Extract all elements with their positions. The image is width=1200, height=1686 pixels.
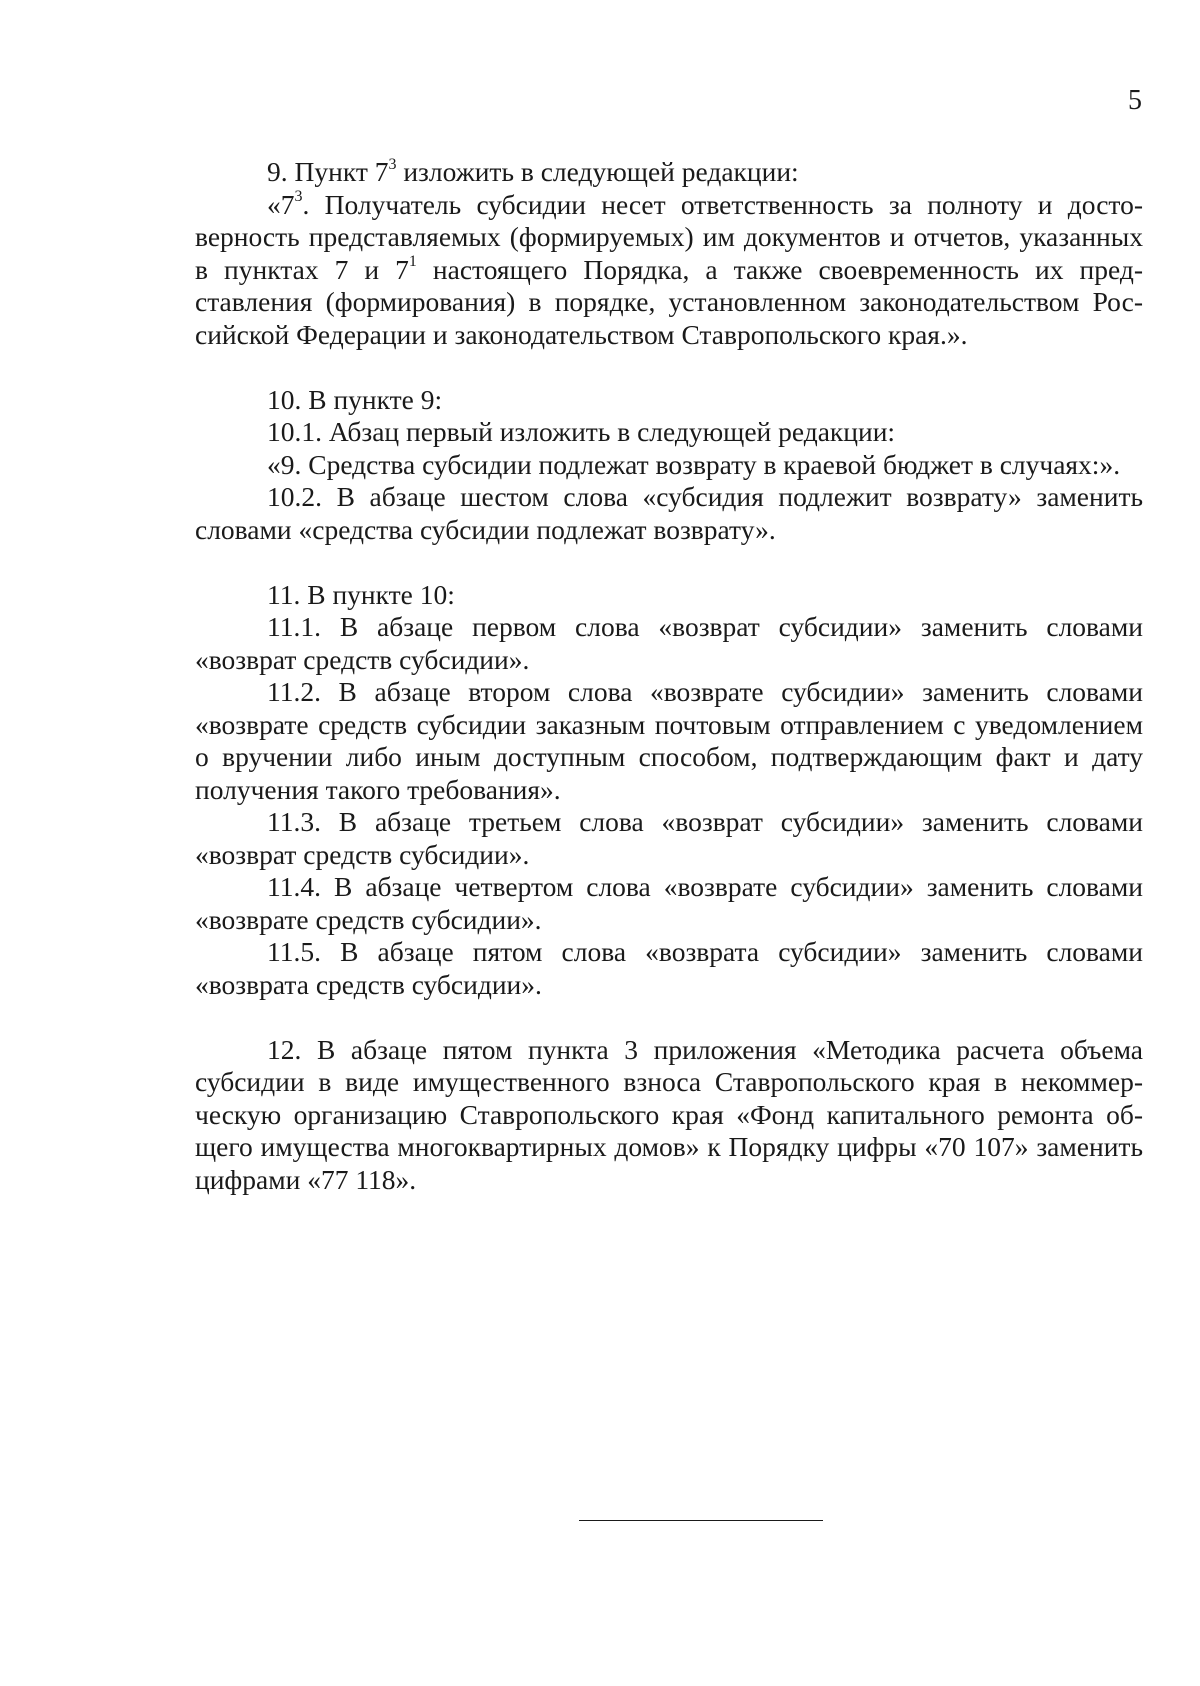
paragraph-7-3-text (195, 189, 1143, 352)
paragraph-11-4: 11.4. В абзаце четвертом слова «возврате субсидии» заменить словами «возврате средств субсидии». (195, 871, 1143, 935)
paragraph-10-1: 10.1. Абзац первый изложить в следующей редакции: (267, 416, 896, 447)
superscript: 3 (294, 188, 303, 206)
paragraph-11-2: 11.2. В абзаце втором слова «возврате субсидии» заменить словами «возврате средств субсидии заказным почтовым отправлением с уведомлением о вручении либо иным доступным способом, подтверждающим факт и дату получения такого требования». (195, 676, 1143, 805)
text-run: 9. Пункт 7 (267, 156, 389, 187)
paragraph-11-1: 11.1. В абзаце первом слова «возврат субсидии» заменить словами «возврат средств субсидии». (195, 611, 1143, 675)
document-body (195, 156, 1143, 1196)
paragraph-11-3: 11.3. В абзаце третьем слова «возврат субсидии» заменить словами «возврат средств субсидии». (195, 806, 1143, 870)
superscript: 3 (388, 155, 397, 173)
text-run: «7 (267, 188, 295, 220)
paragraph-11-5: 11.5. В абзаце пятом слова «возврата субсидии» заменить словами «возврата средств субсидии». (195, 936, 1143, 1000)
paragraph-gap (195, 1001, 1143, 1034)
end-of-document-rule (579, 1520, 823, 1521)
text-run: изложить в следующей редакции: (396, 156, 799, 187)
paragraph-11-heading: 11. В пункте 10: (267, 578, 455, 610)
text-run: настоящего Порядка, а также своевременность их представления (формирования) в порядке, установленном законодательством Российской Федерации и законодательством Ставропольского края.». (195, 253, 1143, 350)
paragraph-gap (195, 546, 1143, 579)
page-number: 5 (1128, 85, 1142, 116)
text-run: . Получатель субсидии несет ответственность за полноту и достоверность представляемых (формируемых) им документов и отчетов, указанных в пунктах 7 и 7 (195, 188, 1143, 285)
paragraph-9-heading (195, 156, 1143, 189)
paragraph-10-1-quote: «9. Средства субсидии подлежат возврату в краевой бюджет в случаях:». (267, 448, 1121, 480)
paragraph-10-2: 10.2. В абзаце шестом слова «субсидия подлежит возврату» заменить словами «средства субсидии подлежат возврату». (195, 481, 1143, 545)
paragraph-12: 12. В абзаце пятом пункта 3 приложения «Методика расчета объема субсидии в виде имущественного взноса Ставропольского края в некоммерческую организацию Ставропольского края «Фонд капитального ремонта общего имущества многоквартирных домов» к Порядку цифры «70 107» заменить цифрами «77 118». (195, 1033, 1143, 1195)
superscript: 1 (408, 253, 417, 271)
paragraph-gap (195, 351, 1143, 384)
paragraph-10-heading: 10. В пункте 9: (267, 383, 443, 415)
